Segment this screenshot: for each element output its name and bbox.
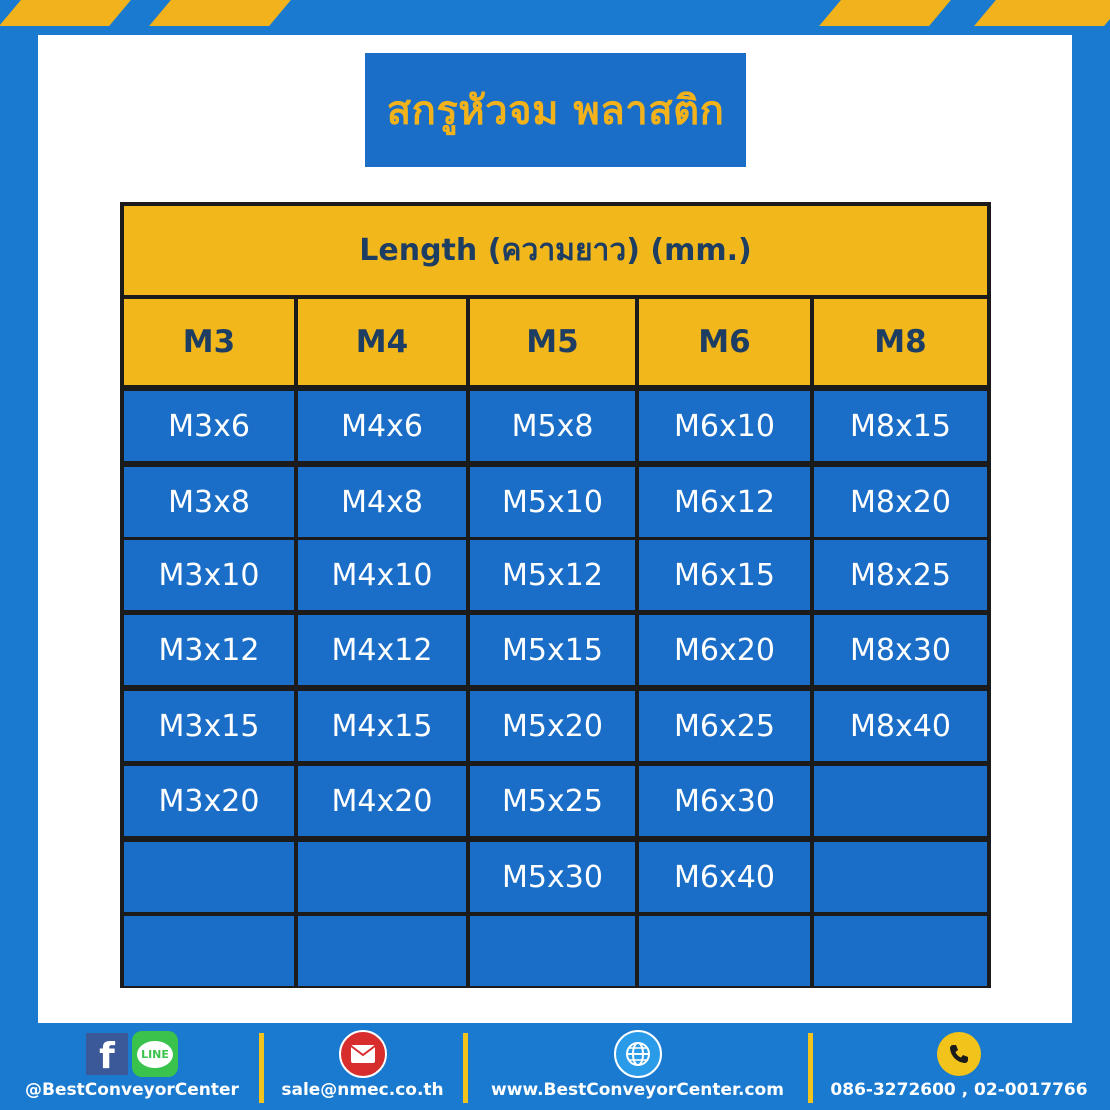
table-cell: M4x10 (298, 540, 466, 610)
title-banner (365, 53, 746, 167)
table-cell: M3x6 (124, 391, 294, 461)
website-url: www.BestConveyorCenter.com (491, 1080, 784, 1100)
footer-social[interactable] (14, 1028, 250, 1110)
table-cell: M6x10 (639, 391, 810, 461)
column-header: M3 (124, 299, 294, 385)
table-cell: M8x15 (814, 391, 987, 461)
line-icon-label: LINE (137, 1041, 173, 1068)
table-cell (814, 766, 987, 836)
mail-icon (339, 1030, 387, 1078)
footer-divider-2 (463, 1033, 468, 1103)
table-cell: M3x15 (124, 691, 294, 761)
phone-icon (937, 1032, 981, 1076)
table-cell (124, 842, 294, 912)
column-header: M4 (298, 299, 466, 385)
column-header: M5 (470, 299, 635, 385)
table-cell: M8x25 (814, 540, 987, 610)
footer-website[interactable] (475, 1028, 800, 1110)
table-cell: M6x12 (639, 467, 810, 537)
top-stripe-3 (819, 0, 951, 26)
table-cell (470, 916, 635, 986)
globe-icon (614, 1030, 662, 1078)
table-header-length: Length (ความยาว) (mm.) (124, 206, 987, 295)
table-cell: M5x30 (470, 842, 635, 912)
table-cell: M6x40 (639, 842, 810, 912)
top-stripe-4 (974, 0, 1110, 26)
table-cell: M6x25 (639, 691, 810, 761)
footer-divider-1 (259, 1033, 264, 1103)
table-cell (639, 916, 810, 986)
table-cell: M3x10 (124, 540, 294, 610)
table-cell: M4x8 (298, 467, 466, 537)
table-cell (298, 842, 466, 912)
table-cell: M5x15 (470, 615, 635, 685)
footer (0, 1028, 1110, 1110)
table-cell: M5x20 (470, 691, 635, 761)
table-cell (124, 916, 294, 986)
table-cell: M8x30 (814, 615, 987, 685)
table-cell: M4x20 (298, 766, 466, 836)
table-cell (298, 916, 466, 986)
footer-phone[interactable] (822, 1028, 1096, 1110)
footer-email[interactable] (270, 1028, 455, 1110)
line-icon[interactable] (132, 1031, 178, 1077)
table-cell: M3x20 (124, 766, 294, 836)
top-stripe-2 (149, 0, 291, 26)
table-cell (814, 916, 987, 986)
column-header: M6 (639, 299, 810, 385)
table-cell: M4x15 (298, 691, 466, 761)
table-cell: M4x12 (298, 615, 466, 685)
column-header: M8 (814, 299, 987, 385)
top-stripe-1 (0, 0, 131, 26)
table-cell: M6x15 (639, 540, 810, 610)
facebook-icon[interactable]: f (86, 1033, 128, 1075)
table-cell: M8x20 (814, 467, 987, 537)
table-cell: M5x25 (470, 766, 635, 836)
table-cell: M6x30 (639, 766, 810, 836)
phone-numbers: 086-3272600 , 02-0017766 (830, 1080, 1088, 1100)
email-address: sale@nmec.co.th (281, 1080, 444, 1100)
page-title: สกรูหัวจม พลาสติก (386, 88, 725, 134)
table-cell: M8x40 (814, 691, 987, 761)
table-cell: M3x8 (124, 467, 294, 537)
table-cell: M4x6 (298, 391, 466, 461)
length-table (120, 202, 991, 988)
table-cell: M5x10 (470, 467, 635, 537)
table-cell: M6x20 (639, 615, 810, 685)
table-cell (814, 842, 987, 912)
social-handle: @BestConveyorCenter (25, 1080, 239, 1100)
table-cell: M5x8 (470, 391, 635, 461)
table-cell: M3x12 (124, 615, 294, 685)
table-cell: M5x12 (470, 540, 635, 610)
footer-divider-3 (808, 1033, 813, 1103)
